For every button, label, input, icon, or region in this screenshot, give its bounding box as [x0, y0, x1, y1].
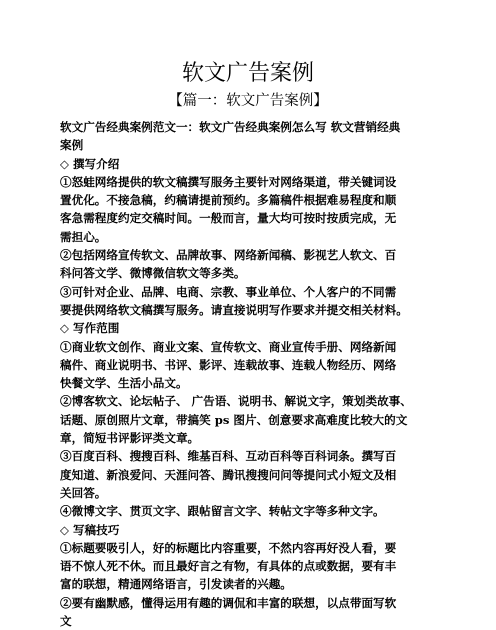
body-line: 话题、原创照片文章，带搞笑 ps 图片、创意要求高难度比较大的文: [60, 412, 408, 427]
body-line: ②包括网络宣传软文、品牌故事、网络新闻稿、影视艺人软文、百: [60, 248, 397, 263]
body-line: ①标题要吸引人，好的标题比内容重要，不然内容再好没人看，要: [60, 540, 397, 555]
body-line: 客急需程度约定交稿时间。一般而言，量大均可按时按质完成，无: [60, 211, 397, 226]
body-line: 案例: [60, 138, 84, 153]
document-subtitle: 【篇一：软文广告案例】: [168, 93, 328, 109]
body-line: ②要有幽默感，懂得运用有趣的调侃和丰富的联想，以点带面写软: [60, 595, 397, 610]
body-line: 快餐文学、生活小品文。: [60, 376, 188, 391]
body-line: ④微博文字、贯页文字、跟帖留言文字、转帖文字等多种文字。: [60, 504, 385, 519]
body-line: ◇ 写稿技巧: [60, 522, 120, 537]
document-title: 软文广告案例: [181, 61, 314, 86]
body-line: 关回答。: [60, 485, 107, 500]
body-line: 置优化。不接急稿，约稿请提前预约。多篇稿件根据难易程度和顺: [60, 193, 397, 208]
body-line: ◇ 写作范围: [60, 321, 120, 336]
body-line: 稿件、商业说明书、书评、影评、连载故事、连载人物经历、网络: [60, 357, 397, 372]
body-line: ①怒蛙网络提供的软文稿撰写服务主要针对网络渠道，带关键词设: [60, 174, 397, 189]
body-line: ③可针对企业、品牌、电商、宗教、事业单位、个人客户的不同需: [60, 284, 397, 299]
body-line: 富的联想，精通网络语言，引发读者的兴趣。: [60, 577, 292, 592]
body-line: 文: [60, 614, 72, 629]
body-line: 要提供网络软文稿撰写服务。请直接说明写作要求并提交相关材料。: [60, 302, 408, 317]
body-line: ②博客软文、论坛帖子、 广告语、说明书、解说文字，策划类故事、: [60, 394, 412, 409]
body-line: 需担心。: [60, 229, 107, 244]
document-body: [60, 118, 440, 630]
body-line: 度知道、新浪爱问、天涯问答、腾讯搜搜问问等提问式小短文及相: [60, 467, 397, 482]
body-line: ③百度百科、搜搜百科、维基百科、互动百科等百科词条。撰写百: [60, 449, 397, 464]
body-line: ①商业软文创作、商业文案、宣传软文、商业宣传手册、网络新闻: [60, 339, 397, 354]
body-line: ◇ 撰写介绍: [60, 156, 120, 171]
body-line: 科问答文学、微博微信软文等多类。: [60, 266, 246, 281]
body-line: 软文广告经典案例范文一：软文广告经典案例怎么写 软文营销经典: [60, 120, 401, 134]
body-line: 章，简短书评影评类文章。: [60, 431, 200, 446]
body-line: 语不惊人死不休。而且最好言之有物，有具体的点或数据，要有丰: [60, 559, 397, 574]
